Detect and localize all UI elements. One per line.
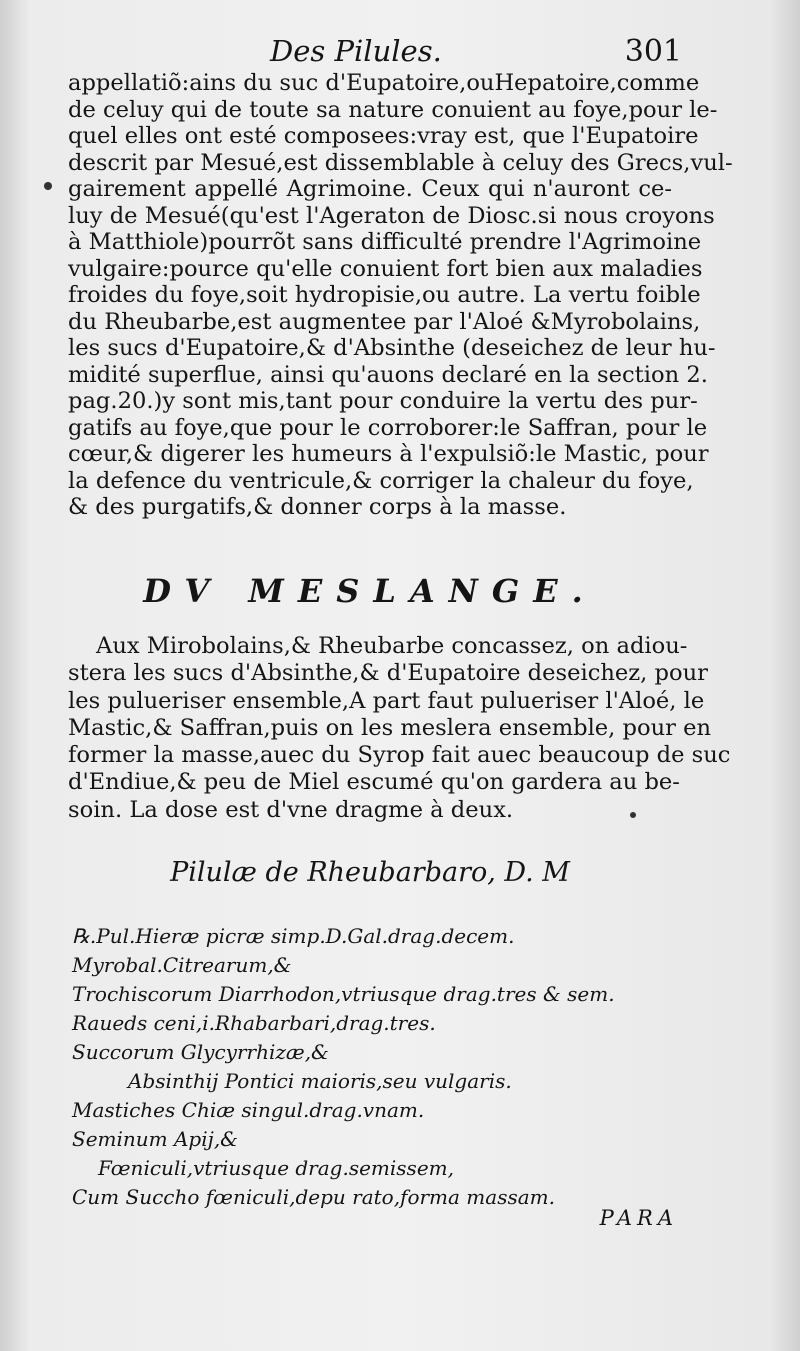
text-line: & des purgatifs,& donner corps à la masse. — [68, 494, 567, 520]
text-line: cœur,& digerer les humeurs à l'expulsiõ:le Mastic, pour — [68, 441, 709, 467]
recipe-line: Fœniculi,vtriusque drag.semissem, — [98, 1156, 454, 1180]
text-line: les pulueriser ensemble,A part faut pulueriser l'Aloé, le — [68, 687, 705, 714]
recipe-line: ℞.Pul.Hieræ picræ simp.D.Gal.drag.decem. — [72, 924, 515, 948]
recipe-title: Pilulæ de Rheubarbaro, D. M — [170, 857, 570, 888]
text-line: la defence du ventricule,& corriger la chaleur du foye, — [68, 467, 694, 494]
ink-dot — [630, 812, 636, 818]
text-line: midité superflue, ainsi qu'auons declaré en la section 2. — [68, 361, 708, 388]
recipe-line: Cum Succho fœniculi,depu rato,forma massam. — [72, 1185, 555, 1209]
text-line: stera les sucs d'Absinthe,& d'Eupatoire deseichez, pour — [68, 660, 708, 687]
text-line: gatifs au foye,que pour le corroborer:le Saffran, pour le — [68, 414, 708, 441]
paragraph-mixing — [68, 633, 731, 824]
text-line: Mastic,& Saffran,puis on les meslera ensemble, pour en — [68, 714, 712, 741]
text-line: froides du foye,soit hydropisie,ou autre. La vertu foible — [68, 282, 701, 308]
text-line: de celuy qui de toute sa nature conuient au foye,pour le- — [68, 96, 718, 123]
recipe-line: Seminum Apij,& — [72, 1127, 238, 1151]
text-line: descrit par Mesué,est dissemblable à celuy des Grecs,vul- — [68, 149, 733, 176]
recipe-list — [68, 922, 688, 1212]
page-number: 301 — [624, 34, 682, 69]
text-line: les sucs d'Eupatoire,& d'Absinthe (deseichez de leur hu- — [68, 335, 716, 361]
text-line: appellatiõ:ains du suc d'Eupatoire,ouHepatoire,comme — [68, 70, 700, 96]
text-line: du Rheubarbe,est augmentee par l'Aloé &Myrobolains, — [68, 308, 701, 335]
text-line: soin. La dose est d'vne dragme à deux. — [68, 796, 514, 823]
recipe-line: Trochiscorum Diarrhodon,vtriusque drag.tres & sem. — [72, 982, 615, 1006]
text-line: gairement appellé Agrimoine. Ceux qui n'auront ce- — [68, 176, 672, 202]
text-line: quel elles ont esté composees:vray est, que l'Eupatoire — [68, 123, 699, 149]
text-line: vulgaire:pource qu'elle conuient fort bien aux maladies — [68, 255, 703, 282]
recipe-line: Mastiches Chiæ singul.drag.vnam. — [72, 1098, 425, 1122]
text-line: former la masse,auec du Syrop fait auec beaucoup de suc — [68, 742, 731, 769]
ink-dot — [44, 182, 52, 190]
running-head — [70, 34, 682, 74]
text-line: luy de Mesué(qu'est l'Ageraton de Diosc.si nous croyons — [68, 202, 715, 229]
section-heading: DV MESLANGE. — [143, 572, 597, 610]
recipe-line: Absinthij Pontici maioris,seu vulgaris. — [128, 1069, 512, 1093]
text-line: d'Endiue,& peu de Miel escumé qu'on gardera au be- — [68, 769, 680, 796]
text-line: à Matthiole)pourrõt sans difficulté prendre l'Agrimoine — [68, 229, 702, 255]
text-line: pag.20.)y sont mis,tant pour conduire la vertu des pur- — [68, 388, 698, 414]
running-title: Des Pilules. — [270, 34, 442, 68]
text-line: Aux Mirobolains,& Rheubarbe concassez, on adiou- — [96, 633, 688, 659]
recipe-line: Succorum Glycyrrhizæ,& — [72, 1040, 329, 1064]
recipe-line: Raueds ceni,i.Rhabarbari,drag.tres. — [72, 1011, 436, 1035]
paragraph-commentary — [68, 70, 733, 521]
catchword: PARA — [599, 1206, 678, 1230]
recipe-line: Myrobal.Citrearum,& — [72, 953, 292, 977]
